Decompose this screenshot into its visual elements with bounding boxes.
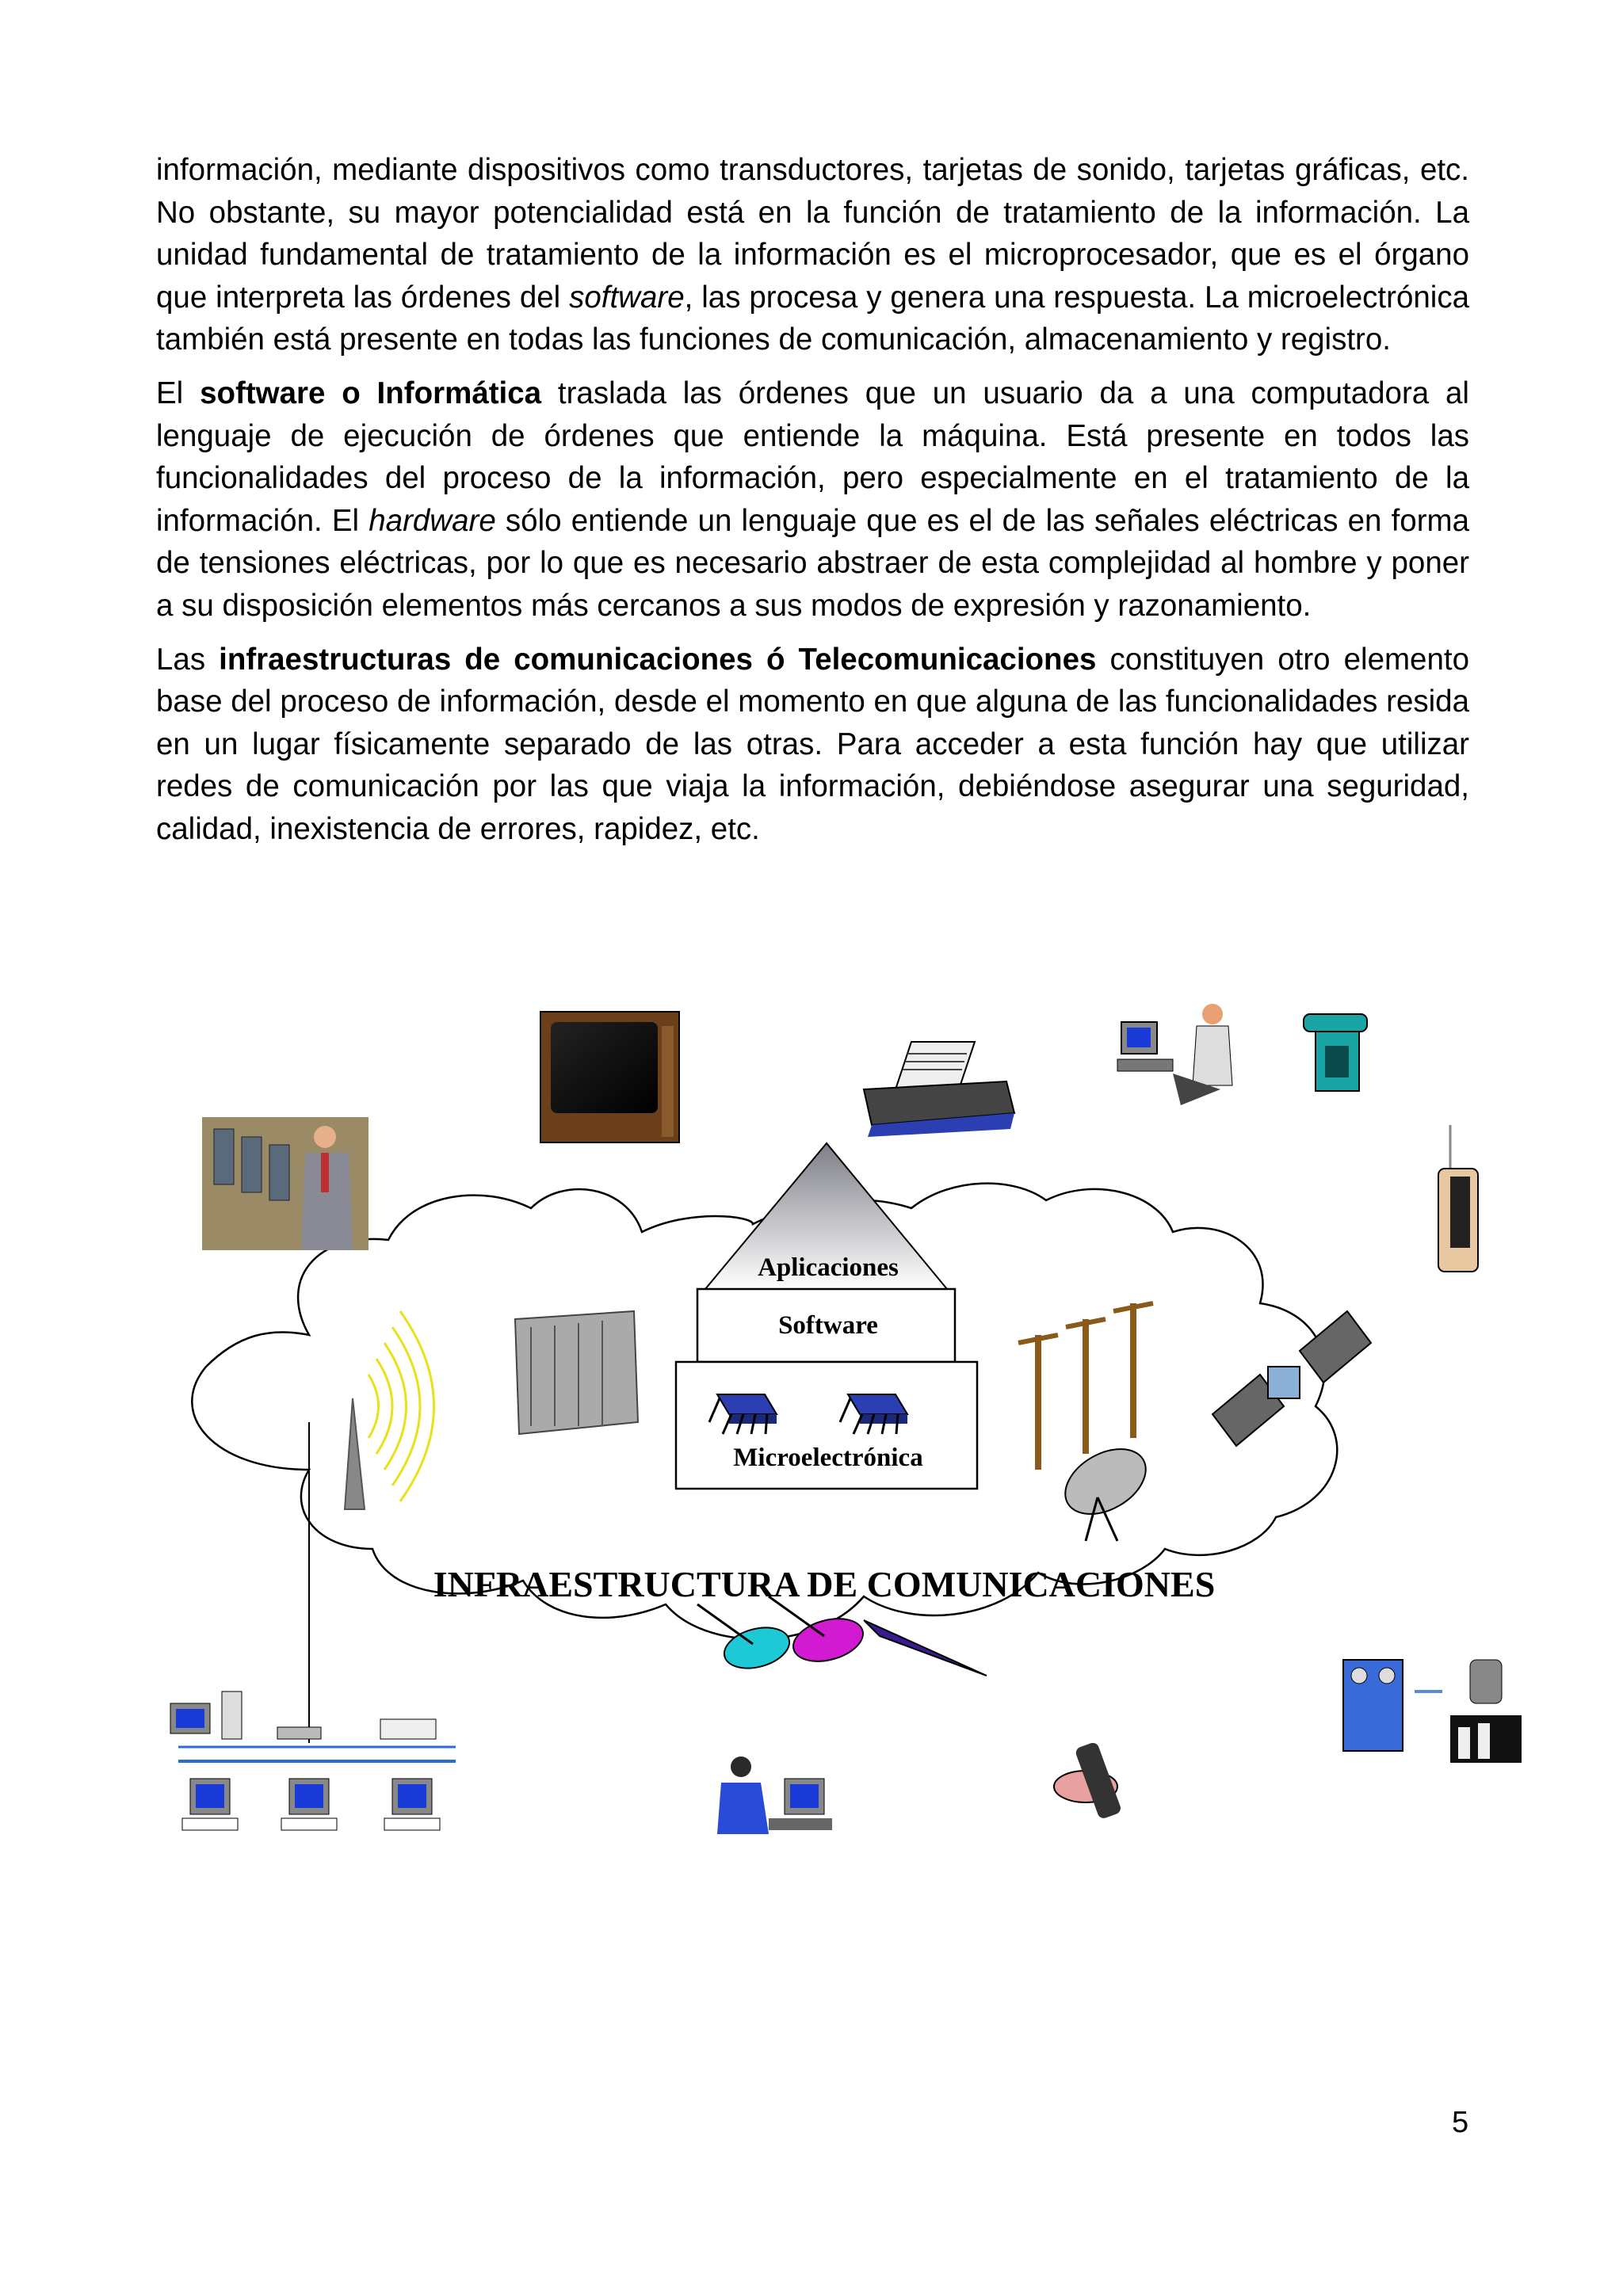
server-rack-icon [515, 1311, 638, 1434]
pc-icon [384, 1779, 440, 1830]
storage-devices-icon [1343, 1660, 1522, 1763]
pc-icon [170, 1691, 242, 1739]
text-segment: constituyen otro elemento base del proceso de información, desde el momento en que alguna de las funcionalidades resida en un lugar físicamente separado de las otras. Para acceder a esta función hay que utilizar redes de comunicación por las que viaja la información, debiéndose asegurar una seguridad, calidad, inexistencia de errores, rapidez, etc. [156, 642, 1469, 846]
communications-infrastructure-diagram [151, 994, 1537, 1901]
cloud-title: INFRAESTRUCTURA DE COMUNICACIONES [433, 1564, 1216, 1604]
printer-icon [864, 1042, 1014, 1137]
telephone-icon [1304, 1014, 1367, 1091]
pc-icon [182, 1779, 238, 1830]
pc-icon [281, 1779, 337, 1830]
text-segment: hardware [369, 503, 496, 538]
office-worker-icon [202, 1117, 369, 1250]
microelectronica-label: Microelectrónica [733, 1444, 923, 1472]
text-segment: software [569, 280, 685, 315]
text-segment: El [156, 376, 200, 410]
software-label: Software [778, 1311, 878, 1340]
desk-worker-icon [717, 1756, 832, 1834]
text-segment: software o Informática [200, 376, 542, 410]
paragraph [156, 372, 1469, 627]
mobile-phone-icon [1438, 1125, 1478, 1272]
paragraph [156, 639, 1469, 851]
computer-user-icon [1117, 1004, 1232, 1105]
handheld-phone-icon [1054, 1741, 1122, 1821]
text-segment: infraestructuras de comunicaciones ó Telecomunicaciones [219, 642, 1097, 677]
text-segment: traslada las órdenes que un usuario da a una computadora al lenguaje de ejecución de órdenes que entiende la máquina. Está presente en todos las funcionalidades del proceso de la información, pero especialmente en el tratamiento de la información. El [156, 376, 1469, 538]
text-segment: , las procesa y genera una respuesta. La microelectrónica también está presente en todas las funciones de comunicación, almacenamiento y registro. [156, 280, 1469, 357]
body-text [156, 149, 1469, 862]
paragraph [156, 149, 1469, 361]
page-number: 5 [1452, 2106, 1469, 2139]
aplicaciones-label: Aplicaciones [758, 1253, 899, 1282]
text-segment: Las [156, 642, 220, 677]
text-segment: sólo entiende un lenguaje que es el de las señales eléctricas en forma de tensiones eléctricas, por lo que es necesario abstraer de esta complejidad al hombre y poner a su disposición elementos más cercanos a sus modos de expresión y razonamiento. [156, 503, 1469, 623]
television-icon [540, 1012, 679, 1142]
text-segment: información, mediante dispositivos como transductores, tarjetas de sonido, tarjetas gráficas, etc. No obstante, su mayor potencialidad está en la función de tratamiento de la información. La unidad fundamental de tratamiento de la información es el microprocesador, que es el órgano que interpreta las órdenes del [156, 153, 1469, 315]
